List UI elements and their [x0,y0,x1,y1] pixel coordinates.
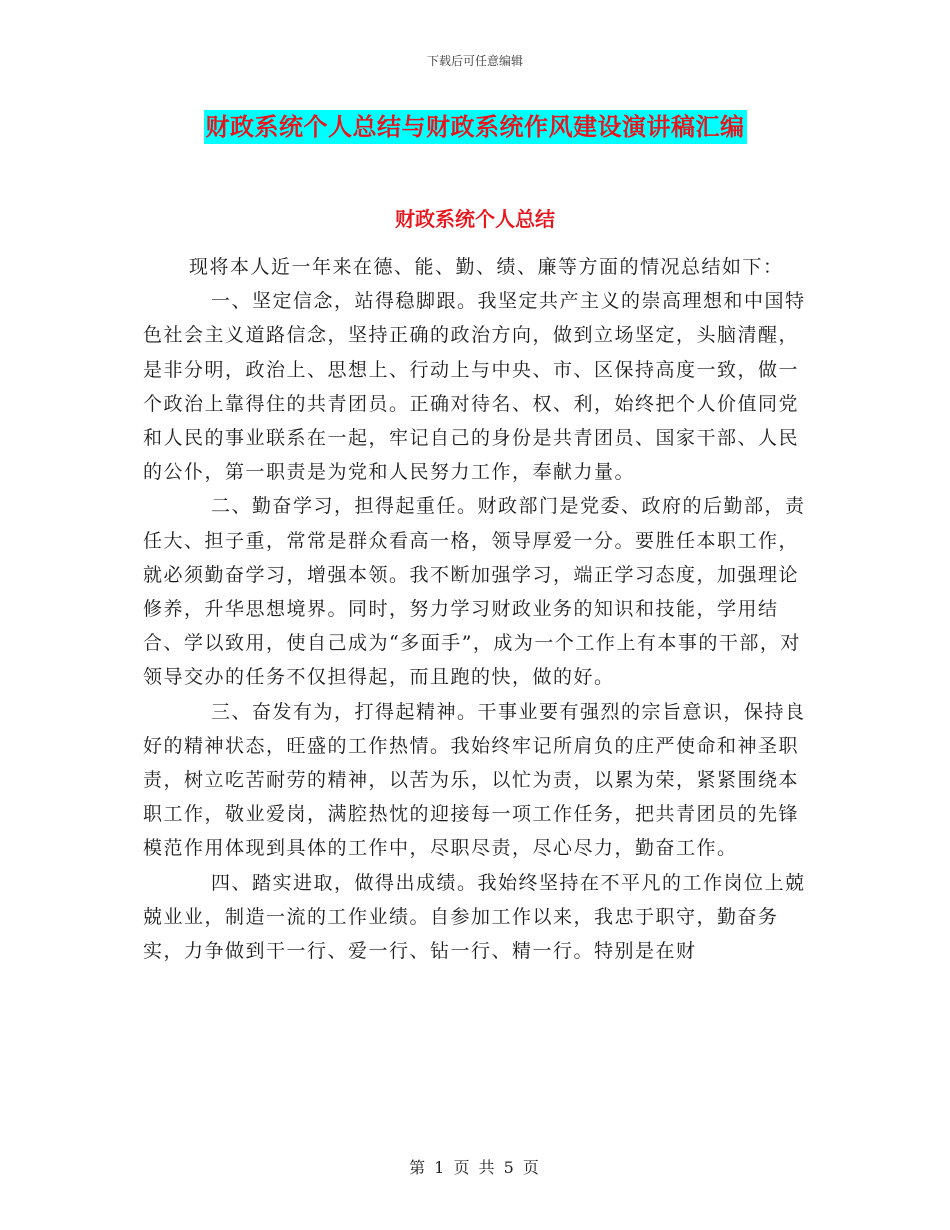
main-title-container [0,110,950,144]
document-main-title: 财政系统个人总结与财政系统作风建设演讲稿汇编 [204,110,747,144]
paragraph-section-3: 三、奋发有为，打得起精神。干事业要有强烈的宗旨意识，保持良好的精神状态，旺盛的工作热情。我始终牢记所肩负的庄严使命和神圣职责，树立吃苦耐劳的精神，以苦为乐，以忙为责，以累为荣，紧紧围绕本职工作，敬业爱岗，满腔热忱的迎接每一项工作任务，把共青团员的先锋模范作用体现到具体的工作中，尽职尽责，尽心尽力，勤奋工作。 [143,700,806,860]
paragraph-section-4: 四、踏实进取，做得出成绩。我始终坚持在不平凡的工作岗位上兢兢业业，制造一流的工作业绩。自参加工作以来，我忠于职守，勤奋务实，力争做到干一行、爱一行、钻一行、精一行。特别是在财 [143,871,806,963]
section-title: 财政系统个人总结 [395,207,555,231]
intro-paragraph: 现将本人近一年来在德、能、勤、绩、廉等方面的情况总结如下： [189,256,784,278]
paragraph-section-2: 二、勤奋学习，担得起重任。财政部门是党委、政府的后勤部，责任大、担子重，常常是群众看高一格，领导厚爱一分。要胜任本职工作，就必须勤奋学习，增强本领。我不断加强学习，端正学习态度，加强理论修养，升华思想境界。同时，努力学习财政业务的知识和技能，学用结合、学以致用，使自己成为“多面手”，成为一个工作上有本事的干部，对领导交办的任务不仅担得起，而且跑的快，做的好。 [143,495,806,689]
page-indicator: 第 1 页 共 5 页 [409,1158,541,1177]
header-note: 下载后可任意编辑 [426,54,523,68]
paragraph-section-1: 一、坚定信念，站得稳脚跟。我坚定共产主义的崇高理想和中国特色社会主义道路信念，坚持正确的政治方向，做到立场坚定，头脑清醒，是非分明，政治上、思想上、行动上与中央、市、区保持高度一致，做一个政治上靠得住的共青团员。正确对待名、权、利，始终把个人价值同党和人民的事业联系在一起，牢记自己的身份是共青团员、国家干部、人民的公仆，第一职责是为党和人民努力工作，奉献力量。 [143,290,806,484]
document-body [143,250,815,968]
